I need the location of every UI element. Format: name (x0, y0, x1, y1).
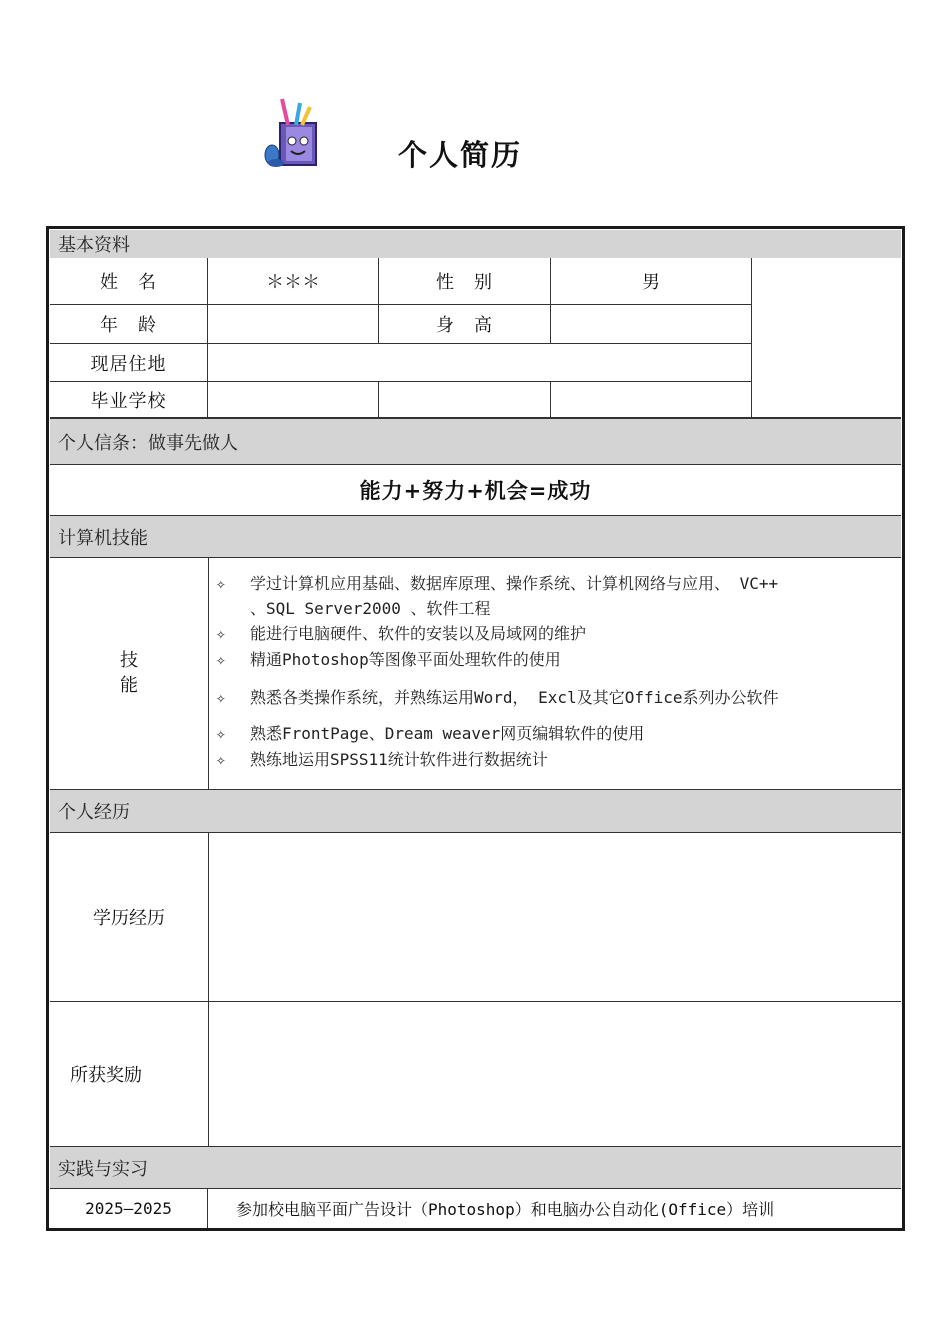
bullet-icon: ✧ (216, 574, 226, 593)
skills-label: 技 能 (120, 650, 138, 696)
age-value (208, 305, 379, 344)
photo-area (752, 258, 901, 418)
list-item (216, 572, 896, 596)
section-experience: 个人经历 (50, 789, 901, 832)
address-label: 现居住地 (50, 344, 208, 382)
education-label: 学历经历 (93, 907, 165, 929)
divider (208, 557, 209, 789)
page-title: 个人简历 (398, 138, 523, 172)
awards-label: 所获奖励 (70, 1064, 142, 1086)
divider (208, 832, 209, 1146)
skill-text: 能进行电脑硬件、软件的安装以及局域网的维护 (250, 624, 587, 643)
bullet-icon: ✧ (216, 650, 226, 669)
list-item (216, 748, 896, 772)
section-computer: 计算机技能 (50, 515, 901, 557)
section-motto-label: 个人信条：做事先做人 (50, 418, 901, 464)
pen-holder-icon (262, 97, 324, 169)
gender-value: 男 (551, 258, 752, 305)
bullet-icon: ✧ (216, 724, 226, 743)
list-item (250, 597, 930, 621)
section-practice: 实践与实习 (50, 1146, 901, 1188)
bullet-icon: ✧ (216, 750, 226, 769)
school-extra-cell (379, 382, 551, 418)
school-extra-cell (551, 382, 752, 418)
list-item (216, 622, 896, 646)
practice-period: 2025—2025 (85, 1198, 172, 1218)
name-value: ＊＊＊ (208, 258, 379, 305)
school-label: 毕业学校 (50, 382, 208, 418)
skill-text: 学过计算机应用基础、数据库原理、操作系统、计算机网络与应用、 VC++ (250, 574, 779, 593)
gender-label: 性 别 (379, 258, 551, 305)
height-value (551, 305, 752, 344)
skill-text: 熟练地运用SPSS11统计软件进行数据统计 (250, 750, 548, 769)
skill-text: 熟悉各类操作系统，并熟练运用Word， Excl及其它Office系列办公软件 (250, 688, 779, 707)
header (0, 95, 950, 185)
divider (207, 1188, 208, 1228)
practice-description: 参加校电脑平面广告设计（Photoshop）和电脑办公自动化(Office）培训 (236, 1199, 775, 1219)
skill-text: 熟悉FrontPage、Dream weaver网页编辑软件的使用 (250, 724, 645, 743)
section-basic: 基本资料 (50, 230, 901, 258)
skill-text: 、SQL Server2000 、软件工程 (250, 599, 491, 618)
motto: 能力+努力+机会=成功 (50, 464, 901, 515)
bullet-icon: ✧ (216, 688, 226, 707)
age-label: 年 龄 (50, 305, 208, 344)
list-item (216, 686, 896, 710)
list-item (216, 648, 896, 672)
skill-text: 精通Photoshop等图像平面处理软件的使用 (250, 650, 561, 669)
list-item (216, 722, 896, 746)
bullet-icon: ✧ (216, 624, 226, 643)
name-label: 姓 名 (50, 258, 208, 305)
height-label: 身 高 (379, 305, 551, 344)
address-value (208, 344, 752, 382)
school-value (208, 382, 379, 418)
